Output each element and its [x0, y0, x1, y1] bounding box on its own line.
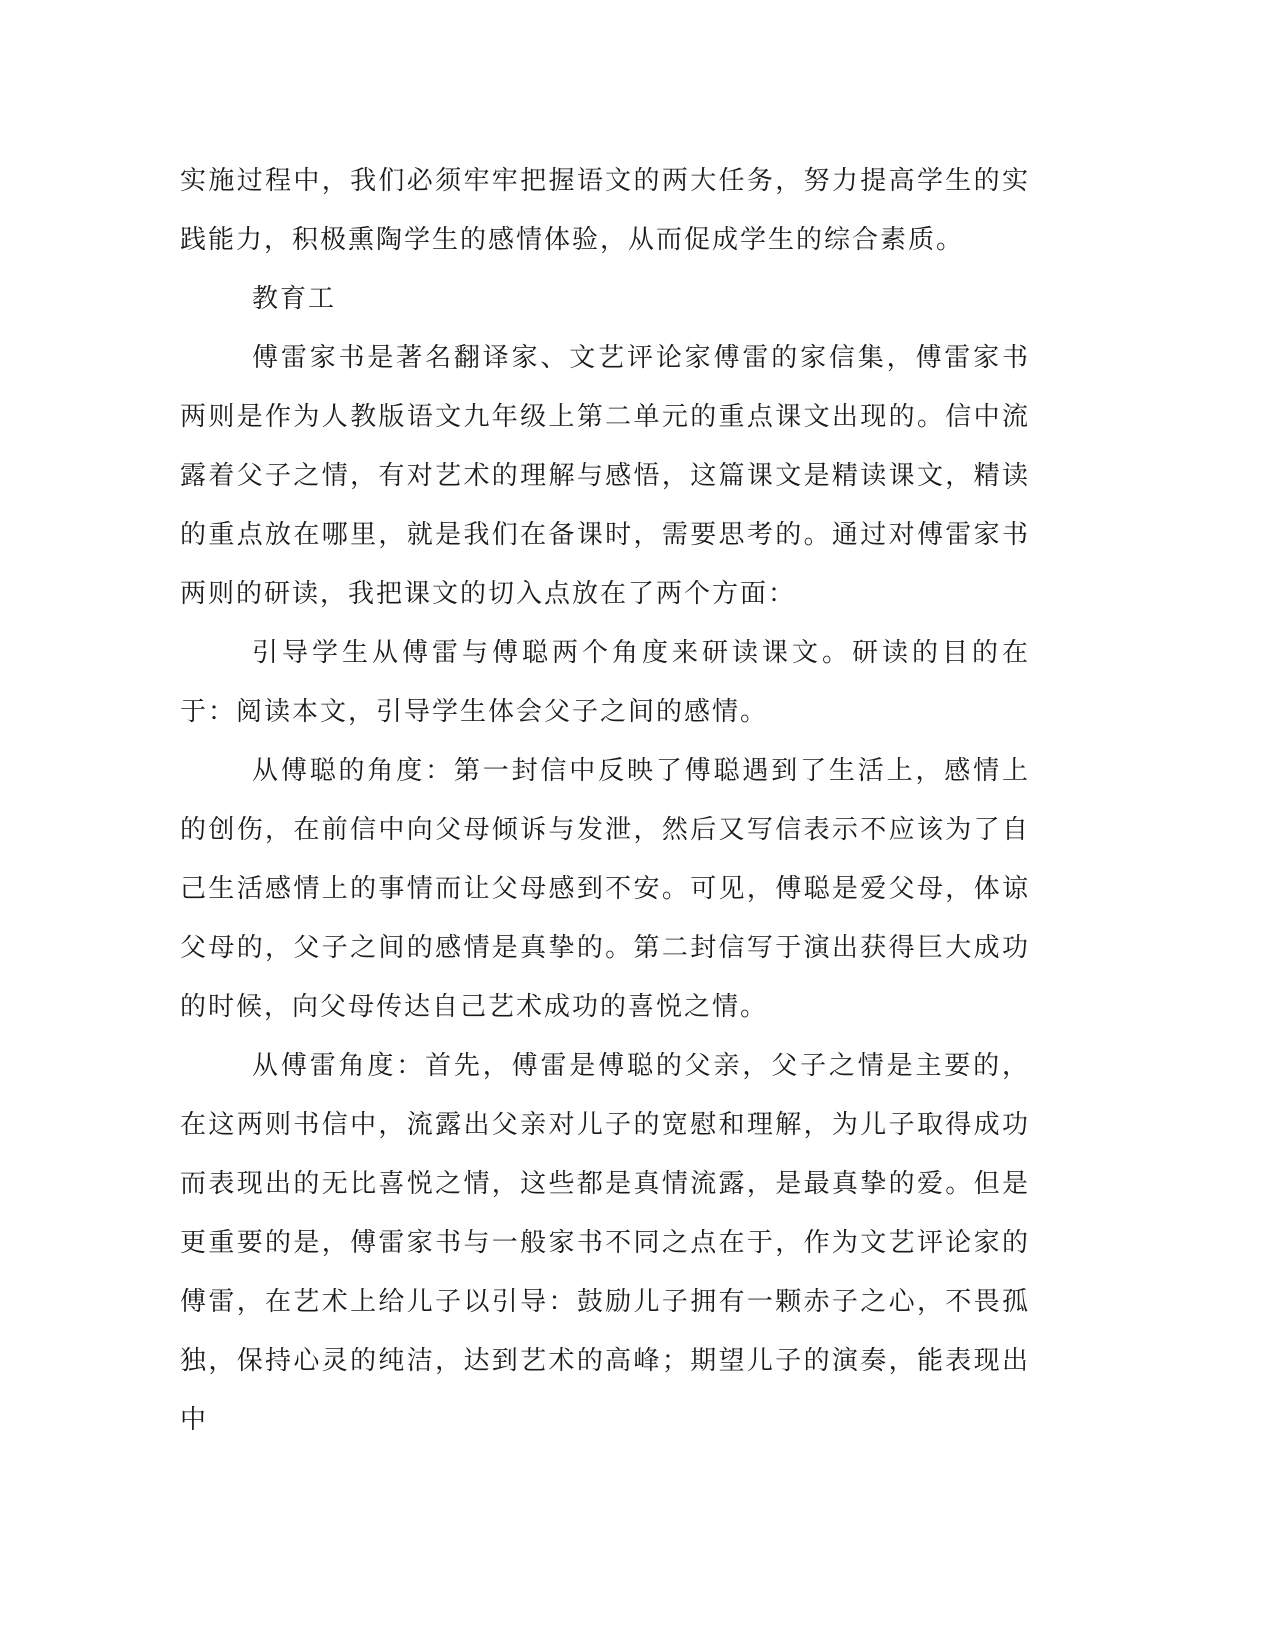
- paragraph-1: 实施过程中，我们必须牢牢把握语文的两大任务，努力提高学生的实践能力，积极熏陶学生的感情体验，从而促成学生的综合素质。: [180, 166, 1030, 255]
- document-body: [180, 152, 1030, 1450]
- paragraph-2: 教育工: [252, 284, 337, 314]
- paragraph-4: 引导学生从傅雷与傅聪两个角度来研读课文。研读的目的在于：阅读本文，引导学生体会父子之间的感情。: [180, 638, 1030, 727]
- paragraph-3: 傅雷家书是著名翻译家、文艺评论家傅雷的家信集，傅雷家书两则是作为人教版语文九年级上第二单元的重点课文出现的。信中流露着父子之情，有对艺术的理解与感悟，这篇课文是精读课文，精读的重点放在哪里，就是我们在备课时，需要思考的。通过对傅雷家书两则的研读，我把课文的切入点放在了两个方面：: [180, 343, 1030, 609]
- paragraph-5: 从傅聪的角度：第一封信中反映了傅聪遇到了生活上，感情上的创伤，在前信中向父母倾诉与发泄，然后又写信表示不应该为了自己生活感情上的事情而让父母感到不安。可见，傅聪是爱父母，体谅父母的，父子之间的感情是真挚的。第二封信写于演出获得巨大成功的时候，向父母传达自己艺术成功的喜悦之情。: [180, 756, 1030, 1022]
- paragraph-6: 从傅雷角度：首先，傅雷是傅聪的父亲，父子之情是主要的，在这两则书信中，流露出父亲对儿子的宽慰和理解，为儿子取得成功而表现出的无比喜悦之情，这些都是真情流露，是最真挚的爱。但是更重要的是，傅雷家书与一般家书不同之点在于，作为文艺评论家的傅雷，在艺术上给儿子以引导：鼓励儿子拥有一颗赤子之心，不畏孤独，保持心灵的纯洁，达到艺术的高峰；期望儿子的演奏，能表现出中: [180, 1051, 1030, 1435]
